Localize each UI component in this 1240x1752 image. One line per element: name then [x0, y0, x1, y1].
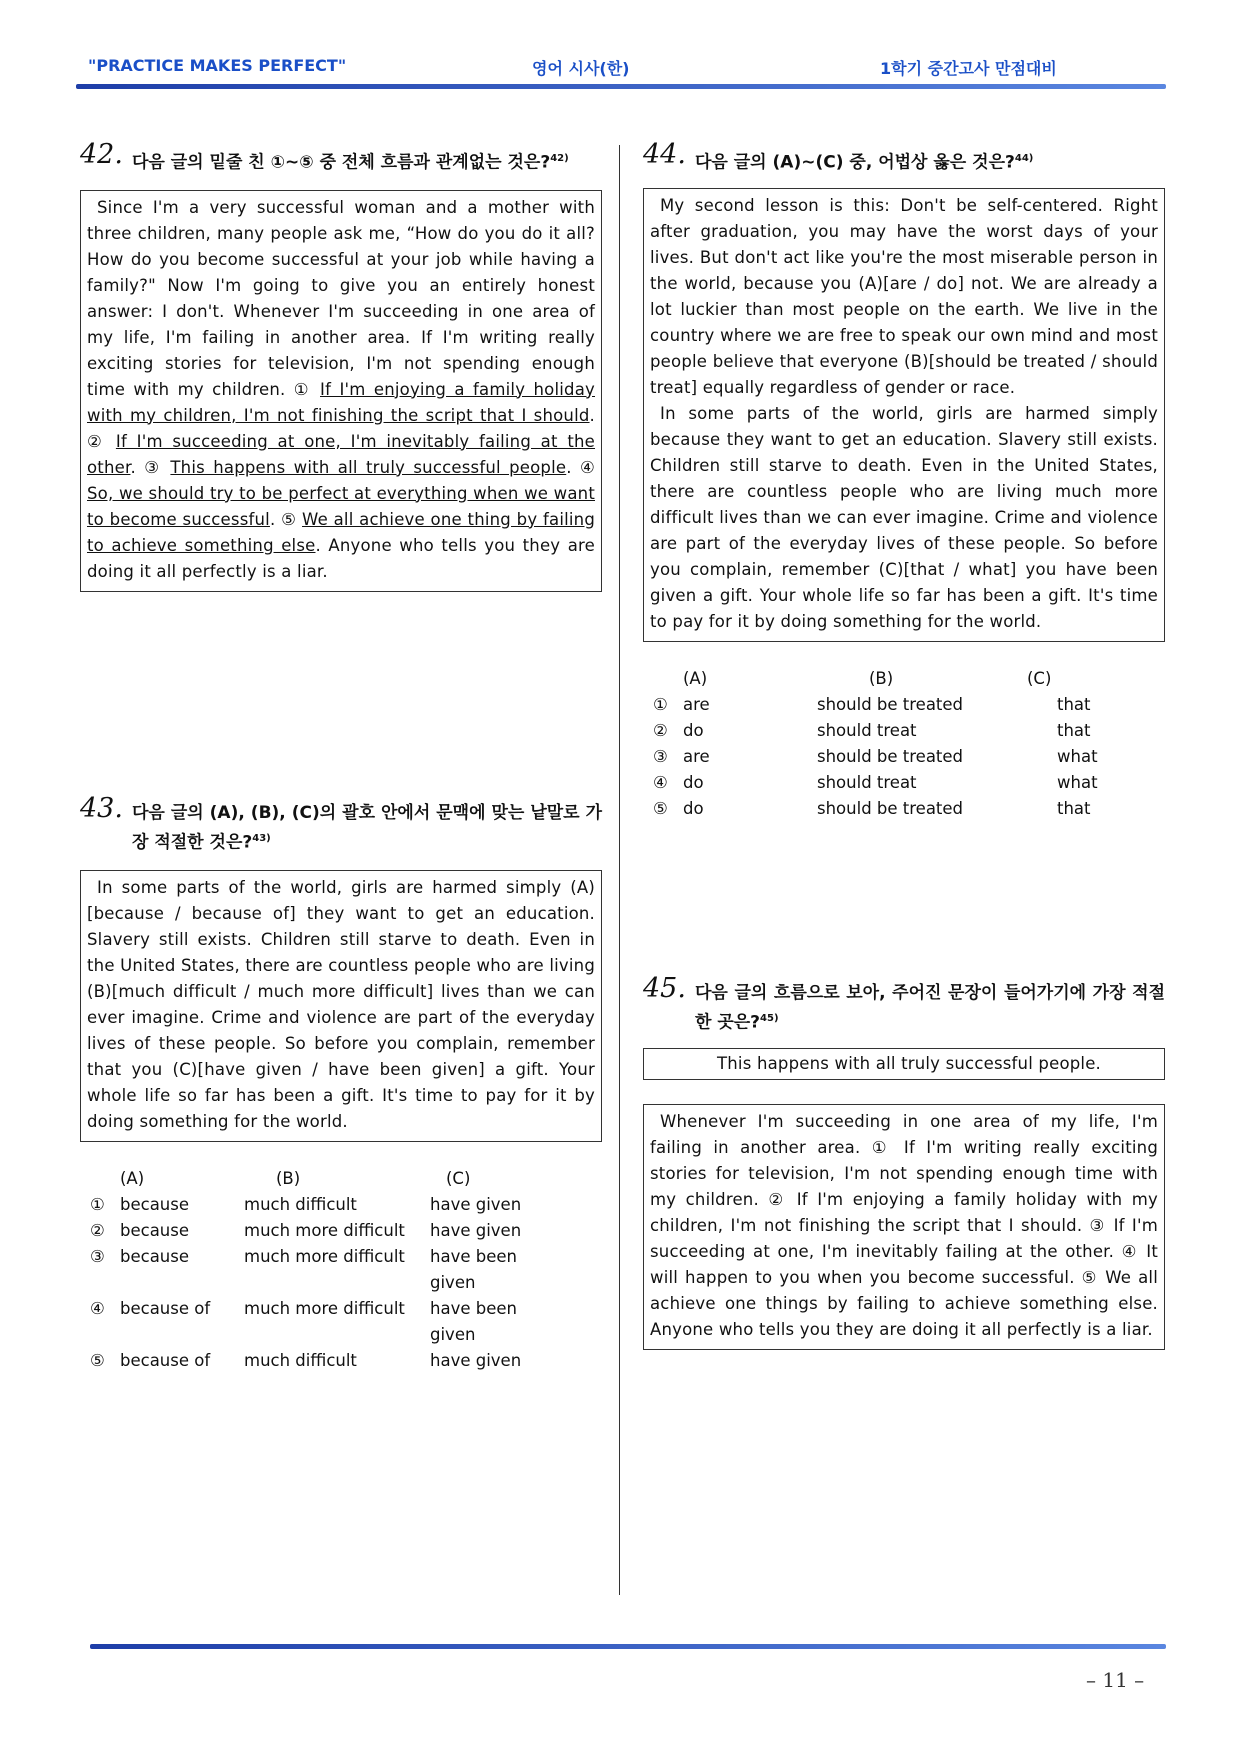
option-a: because of	[120, 1350, 211, 1370]
option-b: much more difficult	[244, 1298, 405, 1318]
footnote-ref: 42)	[550, 153, 569, 164]
column-label: (A)	[683, 668, 708, 688]
option-b: should be treated	[817, 798, 964, 818]
option-a: do	[683, 798, 704, 818]
option-a: because	[120, 1246, 190, 1266]
option-b: much difficult	[244, 1194, 357, 1214]
option-c: that	[1057, 694, 1091, 714]
option-number: ②	[653, 720, 668, 740]
option-number: ①	[653, 694, 668, 714]
footnote-ref: 44)	[1014, 153, 1034, 164]
header-rule	[76, 84, 1166, 89]
option-5[interactable]	[90, 1348, 602, 1374]
option-b: should treat	[817, 720, 917, 740]
column-label: (A)	[120, 1168, 145, 1188]
question-44	[643, 139, 1165, 822]
option-2[interactable]	[90, 1218, 602, 1244]
option-a: do	[683, 772, 704, 792]
prompt-text: 다음 글의 밑줄 친 ①~⑤ 중 전체 흐름과 관계없는 것은?	[132, 152, 551, 173]
option-c: that	[1057, 798, 1091, 818]
passage-segment: Since I'm a very successful woman and a mother with three children, many people ask me, “How do you do it all? How do you become successful at your job while having a family?" Now I'm going to give you an entirely honest answer: I don't. Whenever I'm succeeding in one area of my life, I'm failing in another area. If I'm writing really exciting stories for television, I'm not spending enough time with my children. ①	[87, 197, 595, 399]
header-motto: "PRACTICE MAKES PERFECT"	[88, 56, 347, 75]
question-prompt	[643, 973, 1165, 1036]
option-b: should be treated	[817, 746, 964, 766]
options-header	[90, 1166, 602, 1192]
options-header	[653, 666, 1165, 692]
column-label: (C)	[446, 1168, 471, 1188]
question-number: 45.	[643, 973, 686, 1004]
option-c: have been given	[430, 1298, 517, 1344]
passage-segment: . ④	[566, 457, 595, 477]
page-number: – 11 –	[1086, 1668, 1145, 1692]
option-number: ③	[653, 746, 668, 766]
passage-box	[643, 188, 1165, 642]
option-a: because	[120, 1194, 190, 1214]
option-number: ⑤	[90, 1350, 105, 1370]
passage-text: In some parts of the world, girls are harmed simply (A)[because / because of] they want to get an education. Slavery still exists. Children still starve to death. Even in the United States, there are countless people who are living (B)[much difficult / much more difficult] lives than we can ever imagine. Crime and violence are part of the everyday lives of these people. So before you complain, remember that you (C)[have given / have been given] a gift. Your whole life so far has been a gift. It's time to pay for it by doing something for the world.	[87, 877, 595, 1131]
passage-text	[87, 195, 595, 585]
question-42	[80, 139, 602, 592]
option-a: are	[683, 694, 710, 714]
column-divider	[619, 145, 620, 1595]
question-number: 43.	[80, 793, 123, 824]
option-3[interactable]	[90, 1244, 602, 1296]
page-header	[80, 52, 1160, 82]
option-a: are	[683, 746, 710, 766]
passage-segment: . ③	[130, 457, 171, 477]
option-c: what	[1057, 772, 1098, 792]
option-number: ⑤	[653, 798, 668, 818]
passage-paragraph: My second lesson is this: Don't be self-centered. Right after graduation, you may have the worst days of your lives. But don't act like you're the most miserable person in the world, because you (A)[are / do] not. We are already a lot luckier than most people on the earth. We live in the country where we are free to speak our own mind and most people believe that everyone (B)[should be treated / should treat] equally regardless of gender or race.	[650, 195, 1158, 397]
underlined-sentence: If I'm enjoying a family holiday with my children, I'm not finishing the script that I should	[87, 379, 595, 425]
passage-segment: . ②	[87, 405, 595, 451]
option-c: have given	[430, 1350, 522, 1370]
header-subject: 영어 시사(한)	[532, 59, 630, 78]
option-1[interactable]	[653, 692, 1165, 718]
prompt-text: 다음 글의 (A)~(C) 중, 어법상 옳은 것은?	[695, 152, 1015, 173]
option-b: much more difficult	[244, 1246, 405, 1266]
passage-box	[80, 190, 602, 592]
header-exam: 1학기 중간고사 만점대비	[880, 59, 1057, 78]
passage-segment: . Anyone who tells you they are doing it all perfectly is a liar.	[87, 535, 596, 581]
option-c: have been given	[430, 1246, 517, 1292]
footnote-ref: 43)	[252, 833, 271, 844]
answer-options	[80, 1166, 602, 1374]
column-label: (C)	[1027, 668, 1052, 688]
passage-paragraph: In some parts of the world, girls are harmed simply because they want to get an education. Slavery still exists. Children still starve to death. Even in the United States, there are countless people who are living much more difficult lives than we can ever imagine. Crime and violence are part of the everyday lives of these people. So before you complain, remember (C)[that / what] you have been given a gift. Your whole life so far has been a gift. It's time to pay for it by doing something for the world.	[650, 403, 1158, 631]
question-prompt	[80, 793, 602, 856]
option-b: much more difficult	[244, 1220, 405, 1240]
question-45	[643, 973, 1165, 1350]
question-prompt	[80, 139, 602, 176]
option-a: because of	[120, 1298, 211, 1318]
option-3[interactable]	[653, 744, 1165, 770]
question-number: 42.	[80, 139, 123, 170]
option-4[interactable]	[90, 1296, 602, 1348]
passage-box	[80, 870, 602, 1142]
option-5[interactable]	[653, 796, 1165, 822]
option-2[interactable]	[653, 718, 1165, 744]
passage-text: Whenever I'm succeeding in one area of my life, I'm failing in another area. ① If I'm writing really exciting stories for television, I'm not spending enough time with my children. ② If I'm enjoying a family holiday with my children, I'm not finishing the script that I should. ③ If I'm succeeding at one, I'm inevitably failing at the other. ④ It will happen to you when you become successful. ⑤ We all achieve one things by failing to achieve something else. Anyone who tells you they are doing it all perfectly is a liar.	[650, 1111, 1158, 1339]
option-number: ②	[90, 1220, 105, 1240]
option-b: much difficult	[244, 1350, 357, 1370]
column-label: (B)	[869, 668, 894, 688]
passage-segment: . ⑤	[269, 509, 303, 529]
footnote-ref: 45)	[760, 1013, 779, 1024]
column-label: (B)	[276, 1168, 301, 1188]
option-number: ③	[90, 1246, 105, 1266]
option-c: what	[1057, 746, 1098, 766]
option-4[interactable]	[653, 770, 1165, 796]
option-c: that	[1057, 720, 1091, 740]
passage-box	[643, 1104, 1165, 1350]
underlined-sentence: This happens with all truly successful people	[170, 457, 567, 477]
question-prompt	[643, 139, 1165, 176]
given-sentence: This happens with all truly successful people.	[716, 1053, 1102, 1073]
prompt-text: 다음 글의 흐름으로 보아, 주어진 문장이 들어가기에 가장 적절한 곳은?	[695, 983, 1165, 1033]
option-1[interactable]	[90, 1192, 602, 1218]
underlined-sentence: So, we should try to be perfect at everything when we want to become successful	[87, 483, 595, 529]
answer-options	[643, 666, 1165, 822]
option-number: ①	[90, 1194, 105, 1214]
footer-rule	[90, 1644, 1166, 1649]
question-number: 44.	[643, 139, 686, 170]
option-c: have given	[430, 1194, 522, 1214]
option-b: should treat	[817, 772, 917, 792]
option-b: should be treated	[817, 694, 964, 714]
option-number: ④	[90, 1298, 105, 1318]
option-a: because	[120, 1220, 190, 1240]
option-c: have given	[430, 1220, 522, 1240]
option-number: ④	[653, 772, 668, 792]
underlined-sentence: We all achieve one thing by failing to achieve something else	[87, 509, 596, 555]
question-43	[80, 793, 602, 1374]
underlined-sentence: If I'm succeeding at one, I'm inevitably failing at the other	[87, 431, 596, 477]
option-a: do	[683, 720, 704, 740]
given-sentence-box	[643, 1048, 1165, 1080]
prompt-text: 다음 글의 (A), (B), (C)의 괄호 안에서 문맥에 맞는 낱말로 가장 적절한 것은?	[132, 803, 602, 853]
